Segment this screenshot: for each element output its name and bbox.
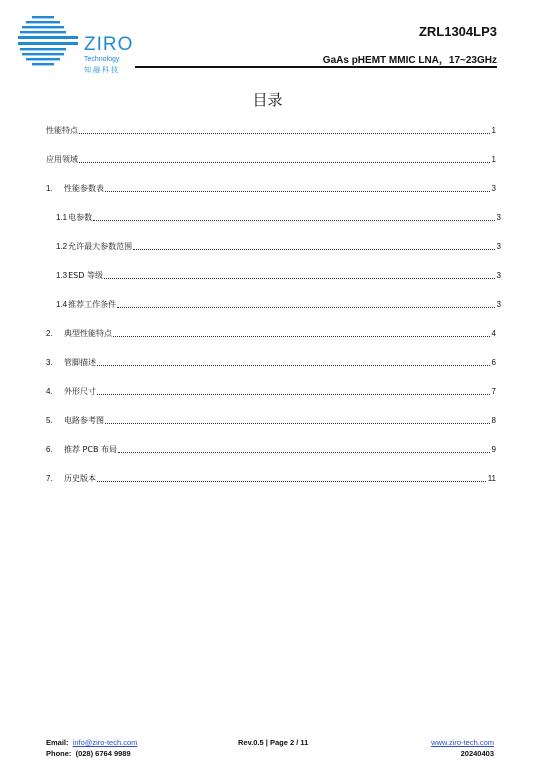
footer-date: 20240403 bbox=[460, 749, 494, 758]
toc-entry-page: 3 bbox=[491, 184, 496, 193]
toc-entry[interactable] bbox=[46, 470, 496, 484]
toc-entry-page: 11 bbox=[487, 474, 496, 483]
toc-entry-page: 7 bbox=[491, 387, 496, 396]
toc-leader bbox=[104, 278, 495, 279]
toc-entry-number: 5. bbox=[46, 416, 53, 425]
company-logo bbox=[18, 14, 138, 74]
toc-subentry[interactable] bbox=[56, 209, 501, 223]
toc-leader bbox=[97, 481, 486, 482]
toc-entry-number: 7. bbox=[46, 474, 53, 483]
toc-entry-page: 4 bbox=[491, 329, 496, 338]
toc-entry[interactable] bbox=[46, 383, 496, 397]
part-number: ZRL1304LP3 bbox=[418, 24, 497, 39]
toc-entry[interactable] bbox=[46, 412, 496, 426]
toc-entry-number: 1.4 bbox=[56, 300, 68, 309]
toc-entry-page: 8 bbox=[491, 416, 496, 425]
toc-entry[interactable] bbox=[46, 441, 496, 455]
toc-subentry[interactable] bbox=[56, 238, 501, 252]
logo-subtitle-cn: 知融科技 bbox=[84, 66, 120, 74]
logo-subtitle-en: Technology bbox=[84, 56, 120, 63]
toc-entry[interactable] bbox=[46, 325, 496, 339]
toc-entry-page: 6 bbox=[491, 358, 496, 367]
logo-wordmark: ZIRO bbox=[84, 34, 134, 55]
toc-entry-page: 3 bbox=[496, 242, 501, 251]
toc-entry-label: 应用领域 bbox=[46, 155, 78, 164]
toc-entry-label: 推荐 PCB 布局 bbox=[64, 445, 117, 454]
toc-entry[interactable] bbox=[46, 151, 496, 165]
toc-entry-number: 1.2 bbox=[56, 242, 68, 251]
toc-entry-page: 3 bbox=[496, 213, 501, 222]
toc-entry-number: 1.1 bbox=[56, 213, 68, 222]
toc-subentry[interactable] bbox=[56, 296, 501, 310]
toc-leader bbox=[118, 452, 490, 453]
toc-leader bbox=[105, 423, 490, 424]
toc-leader bbox=[93, 220, 494, 221]
email-label: Email: bbox=[46, 738, 69, 747]
toc-entry-label: 性能参数表 bbox=[64, 184, 104, 193]
toc-entry-label: 典型性能特点 bbox=[64, 329, 112, 338]
footer-revision: Rev.0.5 | Page 2 / 11 bbox=[238, 738, 309, 747]
toc-entry-page: 1 bbox=[491, 126, 496, 135]
toc-leader bbox=[79, 162, 490, 163]
toc-subentry[interactable] bbox=[56, 267, 501, 281]
header-divider bbox=[135, 66, 497, 68]
toc-entry-page: 3 bbox=[496, 271, 501, 280]
toc-entry-label: 电参数 bbox=[68, 213, 93, 222]
toc-entry-page: 3 bbox=[496, 300, 501, 309]
toc-entry-label: 允许最大参数范围 bbox=[68, 242, 133, 251]
page-title: 目录 bbox=[252, 91, 283, 109]
toc-entry-number: 2. bbox=[46, 329, 53, 338]
toc-entry-number: 1. bbox=[46, 184, 53, 193]
toc-entry-page: 9 bbox=[491, 445, 496, 454]
globe-logo-icon bbox=[18, 14, 82, 70]
footer-email bbox=[46, 738, 137, 747]
website-link[interactable]: www.ziro-tech.com bbox=[431, 738, 494, 747]
toc-entry[interactable] bbox=[46, 354, 496, 368]
part-description: GaAs pHEMT MMIC LNA，17~23GHz bbox=[322, 55, 497, 66]
toc-entry-number: 6. bbox=[46, 445, 53, 454]
toc-entry-label: 历史版本 bbox=[64, 474, 96, 483]
toc-entry-number: 3. bbox=[46, 358, 53, 367]
toc-entry[interactable] bbox=[46, 122, 496, 136]
toc-entry-label: ESD 等级 bbox=[68, 271, 103, 280]
toc-leader bbox=[97, 365, 490, 366]
toc-entry-label: 管脚描述 bbox=[64, 358, 96, 367]
toc-leader bbox=[79, 133, 490, 134]
toc-entry-page: 1 bbox=[491, 155, 496, 164]
toc-entry-label: 性能特点 bbox=[46, 126, 78, 135]
footer-phone bbox=[46, 749, 131, 758]
toc-entry-number: 4. bbox=[46, 387, 53, 396]
phone-label: Phone: bbox=[46, 749, 72, 758]
toc-leader bbox=[117, 307, 494, 308]
toc-entry[interactable] bbox=[46, 180, 496, 194]
toc-leader bbox=[97, 394, 490, 395]
toc-entry-number: 1.3 bbox=[56, 271, 68, 280]
toc-entry-label: 电路参考图 bbox=[64, 416, 104, 425]
toc-leader bbox=[105, 191, 490, 192]
email-link[interactable]: info@ziro-tech.com bbox=[72, 738, 138, 747]
toc-leader bbox=[133, 249, 494, 250]
phone-number: (028) 6764 9989 bbox=[75, 749, 131, 758]
toc-leader bbox=[113, 336, 490, 337]
toc-entry-label: 推荐工作条件 bbox=[68, 300, 117, 309]
toc-entry-label: 外形尺寸 bbox=[64, 387, 96, 396]
